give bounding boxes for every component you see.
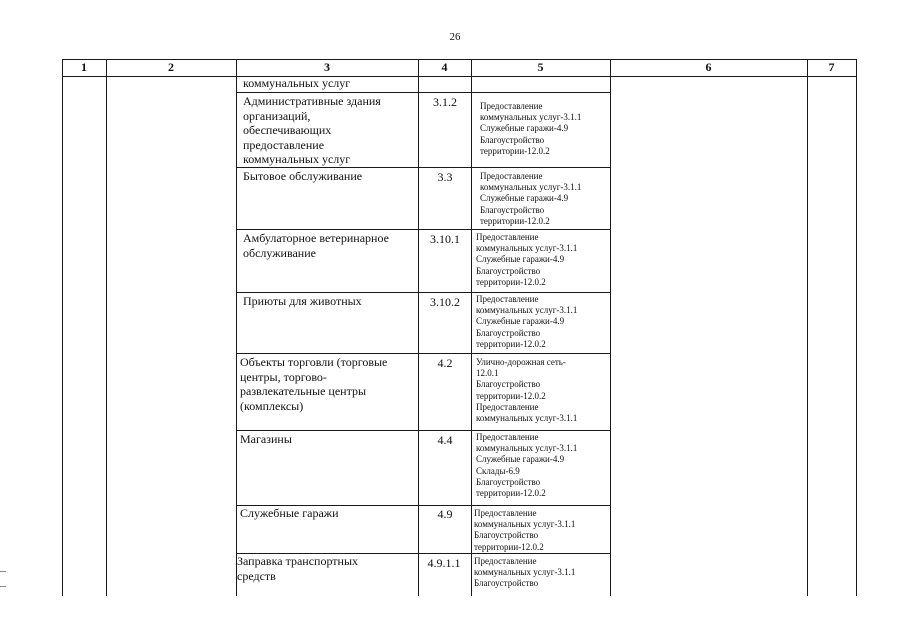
row-separator (236, 229, 611, 230)
row-name: Объекты торговли (торговые центры, торгово- развлекательные центры (комплексы) (240, 355, 388, 413)
row-code: 3.1.2 (433, 95, 457, 109)
scan-mark (0, 586, 6, 587)
row-name: Заправка транспортных средств (237, 554, 359, 583)
header-col-2: 2 (168, 60, 174, 74)
row-code: 3.10.1 (430, 232, 460, 246)
row-code: 3.10.2 (430, 295, 460, 309)
row-code: 4.4 (437, 433, 453, 447)
row-related: Предоставление коммунальных услуг-3.1.1 Служебные гаражи-4.9 Благоустройство территории-12.0.2 (480, 171, 582, 226)
header-col-1: 1 (81, 60, 87, 74)
col-border-right (856, 59, 857, 596)
col-border-5-6 (610, 59, 611, 596)
col-border-2-3 (236, 59, 237, 596)
row-code: 4.9.1.1 (427, 556, 461, 570)
row-name: Административные здания организаций, обеспечивающих предоставление коммунальных услуг (243, 94, 381, 166)
row-separator (236, 167, 611, 168)
row-separator (236, 92, 611, 93)
row-name: Магазины (240, 432, 292, 446)
header-col-6: 6 (705, 60, 712, 74)
row-related: Предоставление коммунальных услуг-3.1.1 Служебные гаражи-4.9 Склады-6.9 Благоустройство территории-12.0.2 (476, 432, 578, 499)
row-code: 3.3 (437, 170, 453, 184)
header-col-4: 4 (441, 60, 448, 74)
row-separator (236, 353, 611, 354)
row-name: коммунальных услуг (243, 76, 351, 90)
row-name: Бытовое обслуживание (243, 169, 363, 183)
row-name: Служебные гаражи (240, 506, 339, 520)
row-separator (236, 430, 611, 431)
header-col-7: 7 (828, 60, 835, 74)
row-related: Предоставление коммунальных услуг-3.1.1 Благоустройство территории-12.0.2 (474, 508, 576, 552)
scan-mark (0, 571, 6, 572)
col-border-6-7 (807, 59, 808, 596)
header-col-3: 3 (324, 60, 330, 74)
row-related: Предоставление коммунальных услуг-3.1.1 Служебные гаражи-4.9 Благоустройство территории-12.0.2 (476, 294, 578, 349)
row-code: 4.2 (437, 356, 453, 370)
row-related: Улично-дорожная сеть- 12.0.1 Благоустройство территории-12.0.2 Предоставление коммунальных услуг-3.1.1 (476, 357, 578, 424)
col-border-left (62, 59, 63, 596)
row-related: Предоставление коммунальных услуг-3.1.1 Служебные гаражи-4.9 Благоустройство территории-12.0.2 (480, 101, 582, 156)
page-number: 26 (449, 31, 461, 43)
row-separator (236, 292, 611, 293)
row-code: 4.9 (437, 507, 453, 521)
row-related: Предоставление коммунальных услуг-3.1.1 Благоустройство (474, 556, 576, 589)
col-border-1-2 (106, 59, 107, 596)
row-name: Амбулаторное ветеринарное обслуживание (243, 231, 389, 260)
header-bottom-border (62, 76, 857, 77)
header-col-5: 5 (537, 60, 544, 74)
col-border-4-5 (471, 59, 472, 596)
row-name: Приюты для животных (243, 294, 362, 308)
row-related: Предоставление коммунальных услуг-3.1.1 Служебные гаражи-4.9 Благоустройство территории-12.0.2 (476, 232, 578, 287)
col-border-3-4 (418, 59, 419, 596)
